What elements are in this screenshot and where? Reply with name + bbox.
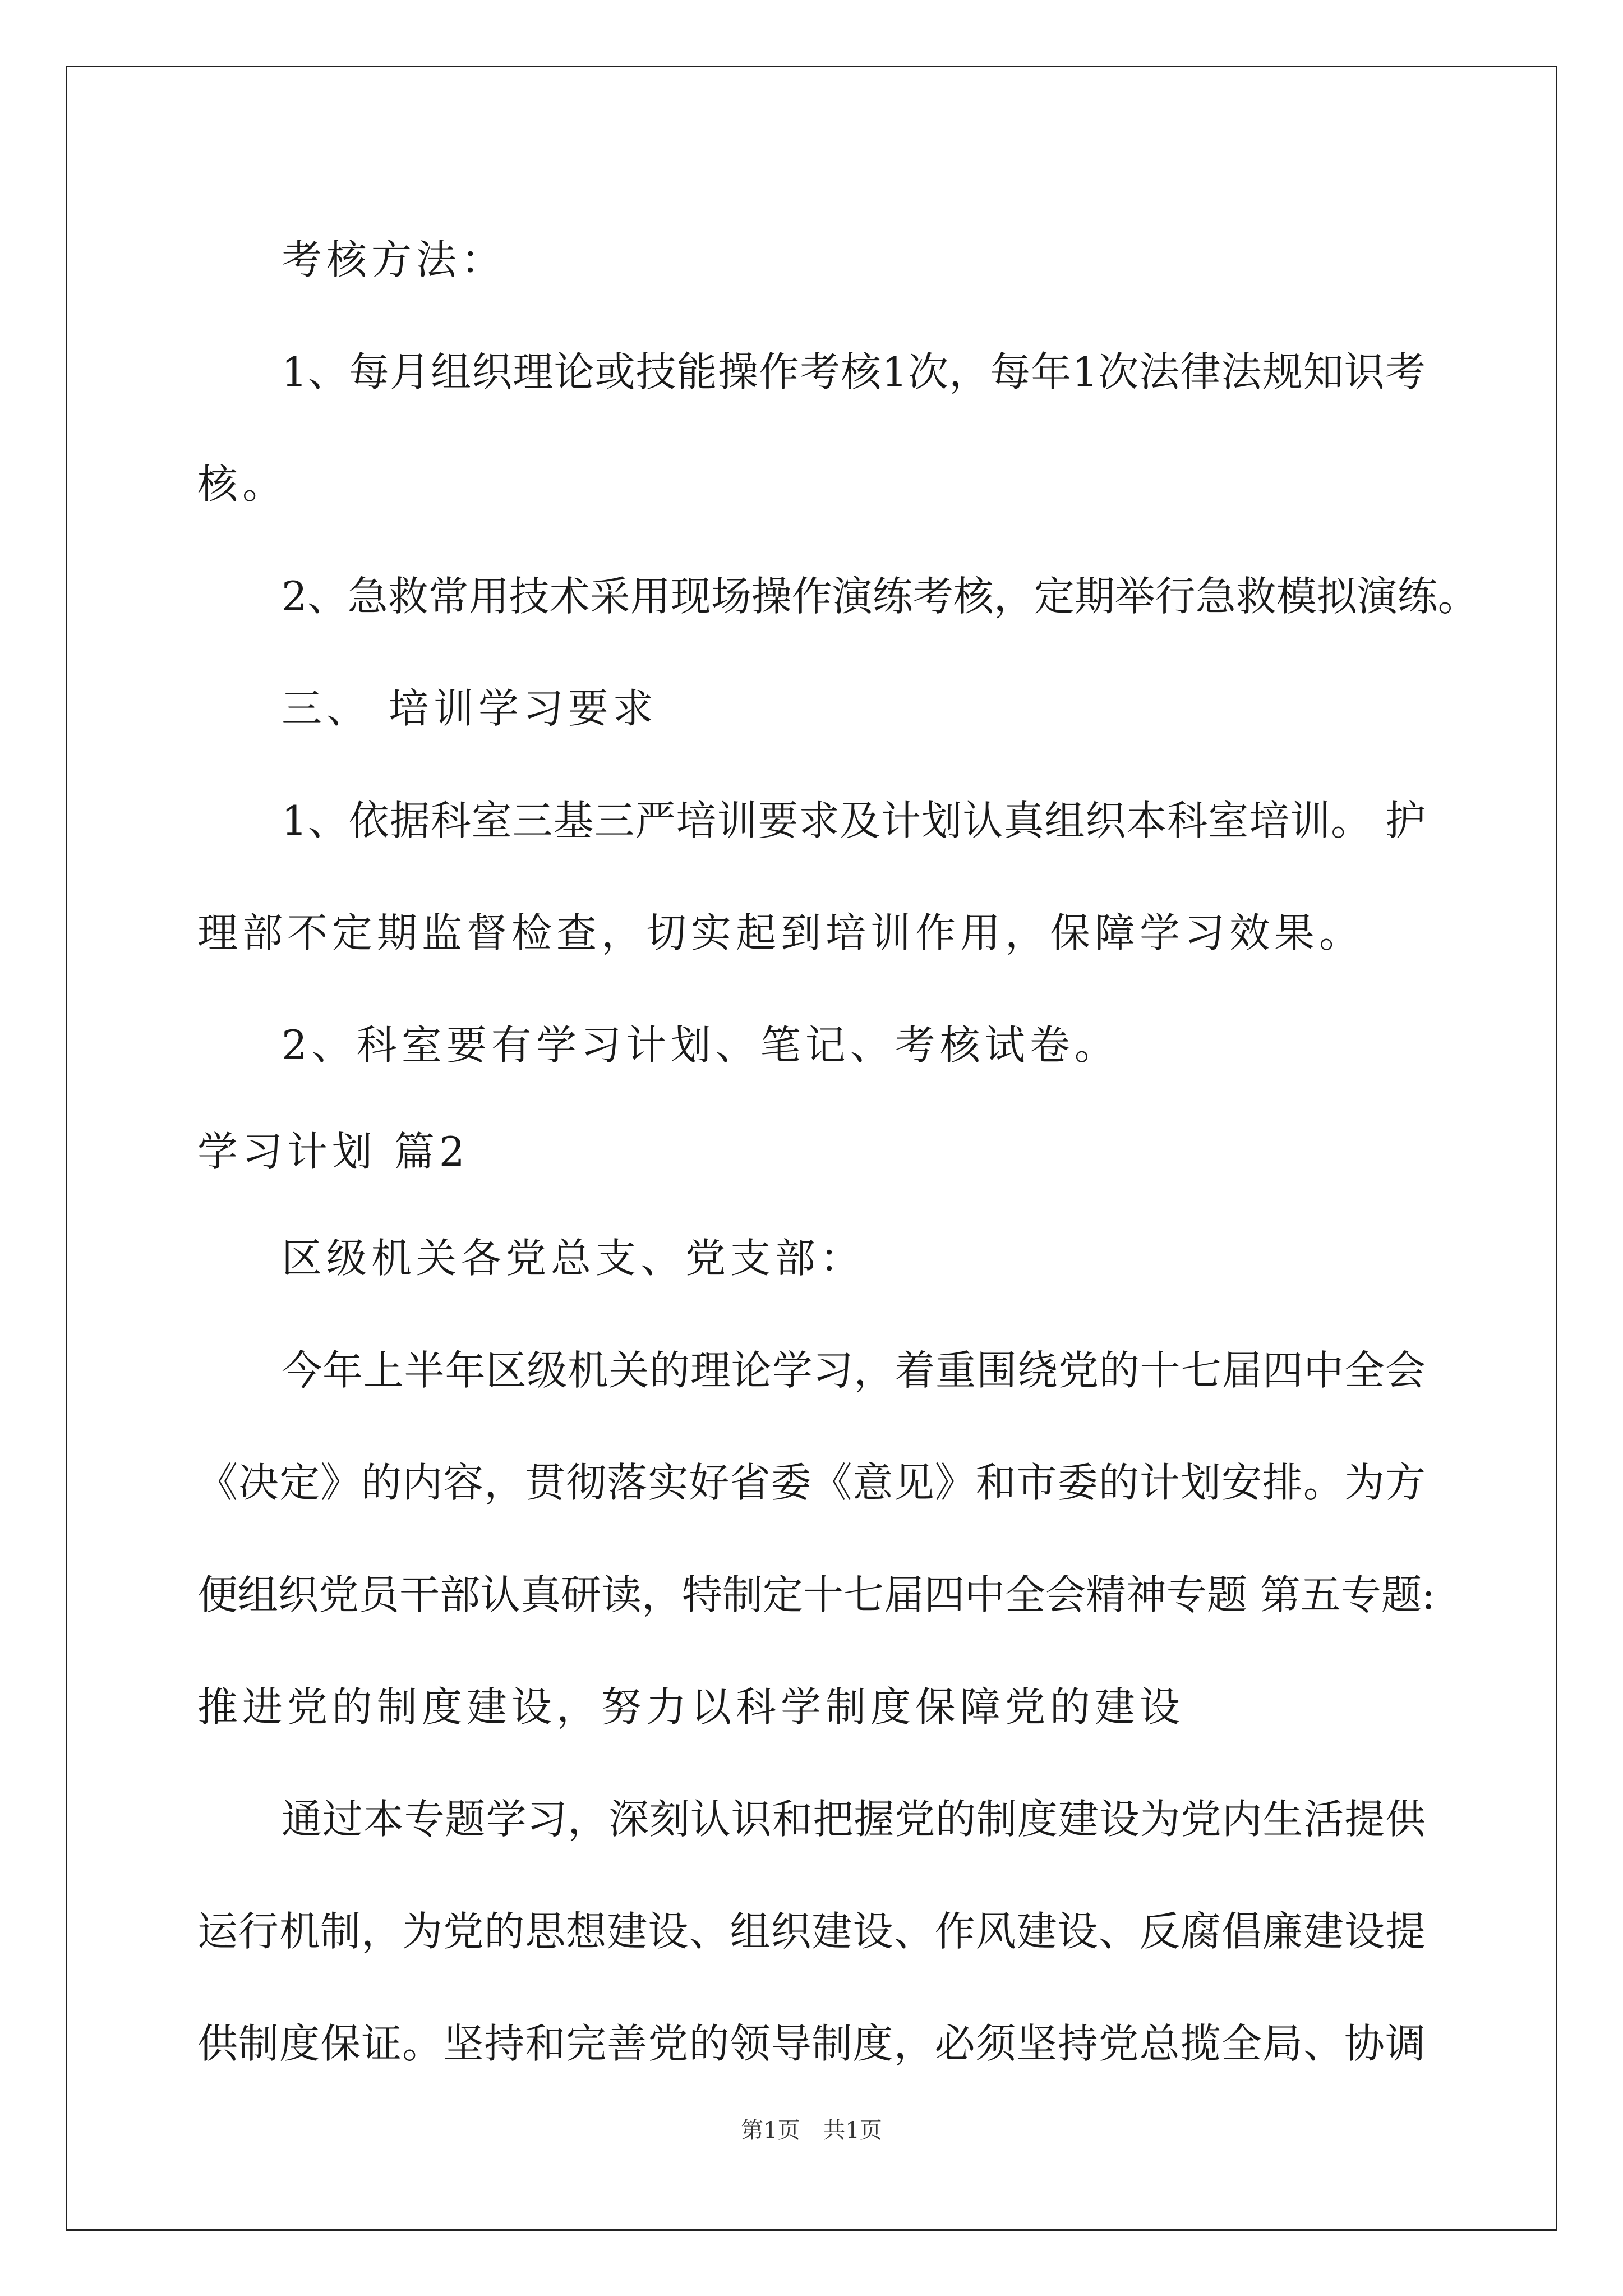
paragraph-line: 供制度保证。坚持和完善党的领导制度，必须坚持党总揽全局、协调 — [197, 2020, 1426, 2067]
paragraph-line: 推进党的制度建设，努力以科学制度保障党的建设 — [197, 1683, 1185, 1731]
paragraph-line: 今年上半年区级机关的理论学习，着重围绕党的十七届四中全会 — [282, 1347, 1426, 1394]
paragraph-line: 考核方法： — [282, 236, 506, 283]
page-number: 第1页 — [741, 2118, 800, 2143]
paragraph-line: 《决定》的内容，贯彻落实好省委《意见》和市委的计划安排。为方 — [197, 1459, 1426, 1506]
paragraph-line: 区级机关各党总支、党支部： — [282, 1235, 865, 1282]
paragraph-line: 便组织党员干部认真研读，特制定十七届四中全会精神专题 第五专题: — [197, 1571, 1436, 1618]
paragraph-line: 2、急救常用技术采用现场操作演练考核，定期举行急救模拟演练。 — [282, 573, 1478, 620]
paragraph-line: 核。 — [197, 461, 288, 508]
paragraph-line: 1、每月组织理论或技能操作考核1次，每年1次法律法规知识考 — [282, 348, 1426, 395]
paragraph-line: 运行机制，为党的思想建设、组织建设、作风建设、反腐倡廉建设提 — [197, 1908, 1426, 1955]
paragraph-line: 1、依据科室三基三严培训要求及计划认真组织本科室培训。 护 — [282, 797, 1426, 844]
section-heading: 三、 培训学习要求 — [282, 685, 658, 732]
paragraph-line: 2、科室要有学习计划、笔记、考核试卷。 — [282, 1022, 1119, 1069]
paragraph-line: 理部不定期监督检查，切实起到培训作用，保障学习效果。 — [197, 909, 1364, 956]
section-title: 学习计划 篇2 — [197, 1128, 469, 1175]
paragraph-line: 通过本专题学习，深刻认识和把握党的制度建设为党内生活提供 — [282, 1796, 1426, 1843]
page-footer — [0, 2114, 1623, 2147]
page-total: 共1页 — [823, 2118, 882, 2143]
